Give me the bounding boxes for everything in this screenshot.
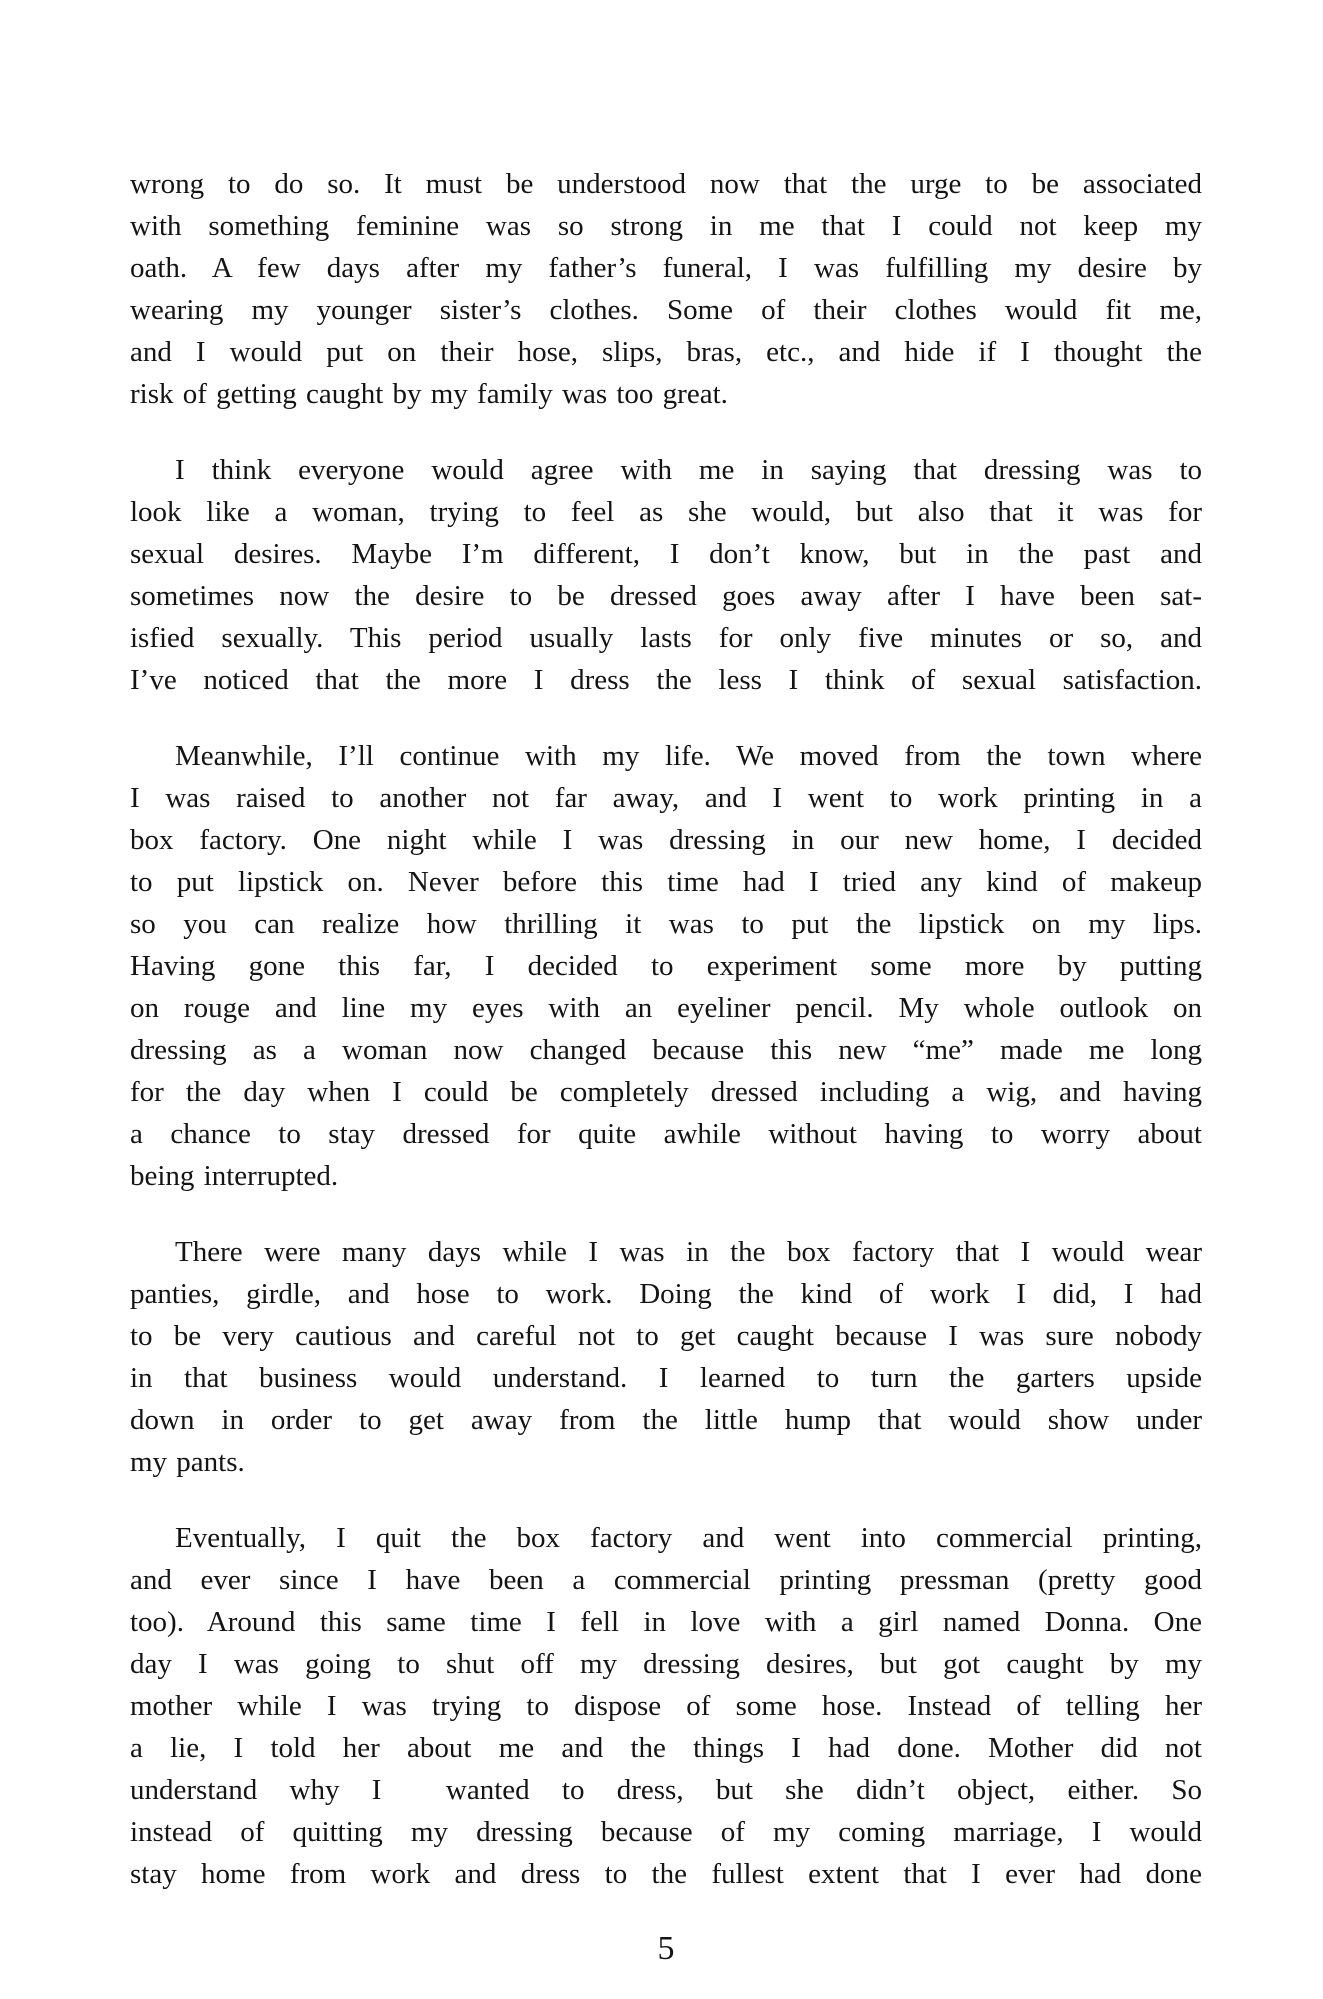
text-line: day I was going to shut off my dressing desires, but got caught by my bbox=[130, 1648, 1202, 1680]
text-line: sometimes now the desire to be dressed goes away after I have been sat- bbox=[130, 580, 1202, 612]
text-line: oath. A few days after my father’s funeral, I was fulfilling my desire by bbox=[130, 252, 1202, 284]
text-line: I was raised to another not far away, and I went to work printing in a bbox=[130, 782, 1202, 814]
text-line: with something feminine was so strong in me that I could not keep my bbox=[130, 210, 1202, 242]
text-line: risk of getting caught by my family was too great. bbox=[130, 378, 728, 410]
text-line: to be very cautious and careful not to get caught because I was sure nobody bbox=[130, 1320, 1202, 1352]
text-line: instead of quitting my dressing because of my coming marriage, I would bbox=[130, 1816, 1202, 1848]
text-line: isfied sexually. This period usually lasts for only five minutes or so, and bbox=[130, 622, 1202, 654]
paragraph bbox=[130, 735, 1202, 1197]
text-line: Meanwhile, I’ll continue with my life. We moved from the town where bbox=[175, 740, 1202, 772]
text-line: being interrupted. bbox=[130, 1160, 339, 1192]
text-line: a chance to stay dressed for quite awhile without having to worry about bbox=[130, 1118, 1202, 1150]
text-line: for the day when I could be completely dressed including a wig, and having bbox=[130, 1076, 1202, 1108]
text-line: stay home from work and dress to the fullest extent that I ever had done bbox=[130, 1858, 1202, 1890]
text-line: mother while I was trying to dispose of some hose. Instead of telling her bbox=[130, 1690, 1202, 1722]
text-line: and I would put on their hose, slips, bras, etc., and hide if I thought the bbox=[130, 336, 1202, 368]
text-line: down in order to get away from the little hump that would show under bbox=[130, 1404, 1202, 1436]
text-line: too). Around this same time I fell in love with a girl named Donna. One bbox=[130, 1606, 1202, 1638]
text-line: dressing as a woman now changed because this new “me” made me long bbox=[130, 1034, 1202, 1066]
paragraph bbox=[130, 1231, 1202, 1483]
text-line: There were many days while I was in the box factory that I would wear bbox=[175, 1236, 1202, 1268]
text-line: so you can realize how thrilling it was to put the lipstick on my lips. bbox=[130, 908, 1202, 940]
text-line: on rouge and line my eyes with an eyeliner pencil. My whole outlook on bbox=[130, 992, 1202, 1024]
text-line: to put lipstick on. Never before this time had I tried any kind of makeup bbox=[130, 866, 1202, 898]
paragraph bbox=[130, 449, 1202, 701]
text-block bbox=[130, 163, 1202, 1968]
text-line: I think everyone would agree with me in saying that dressing was to bbox=[175, 454, 1202, 486]
text-line: and ever since I have been a commercial printing pressman (pretty good bbox=[130, 1564, 1202, 1596]
text-line: sexual desires. Maybe I’m different, I don’t know, but in the past and bbox=[130, 538, 1202, 570]
text-line: in that business would understand. I learned to turn the garters upside bbox=[130, 1362, 1202, 1394]
text-line: Having gone this far, I decided to experiment some more by putting bbox=[130, 950, 1202, 982]
text-line: my pants. bbox=[130, 1446, 245, 1478]
text-line: a lie, I told her about me and the things I had done. Mother did not bbox=[130, 1732, 1202, 1764]
text-line: wrong to do so. It must be understood now that the urge to be associated bbox=[130, 168, 1202, 200]
paragraph bbox=[130, 1517, 1202, 1895]
text-line: look like a woman, trying to feel as she would, but also that it was for bbox=[130, 496, 1202, 528]
text-line: understand why I wanted to dress, but she didn’t object, either. So bbox=[130, 1774, 1202, 1806]
text-line: box factory. One night while I was dressing in our new home, I decided bbox=[130, 824, 1202, 856]
page-number: 5 bbox=[657, 1930, 675, 1967]
text-line: I’ve noticed that the more I dress the less I think of sexual satisfaction. bbox=[130, 664, 1202, 696]
text-line: Eventually, I quit the box factory and went into commercial printing, bbox=[175, 1522, 1202, 1554]
paragraph bbox=[130, 163, 1202, 415]
text-line: panties, girdle, and hose to work. Doing the kind of work I did, I had bbox=[130, 1278, 1202, 1310]
text-line: wearing my younger sister’s clothes. Some of their clothes would fit me, bbox=[130, 294, 1202, 326]
